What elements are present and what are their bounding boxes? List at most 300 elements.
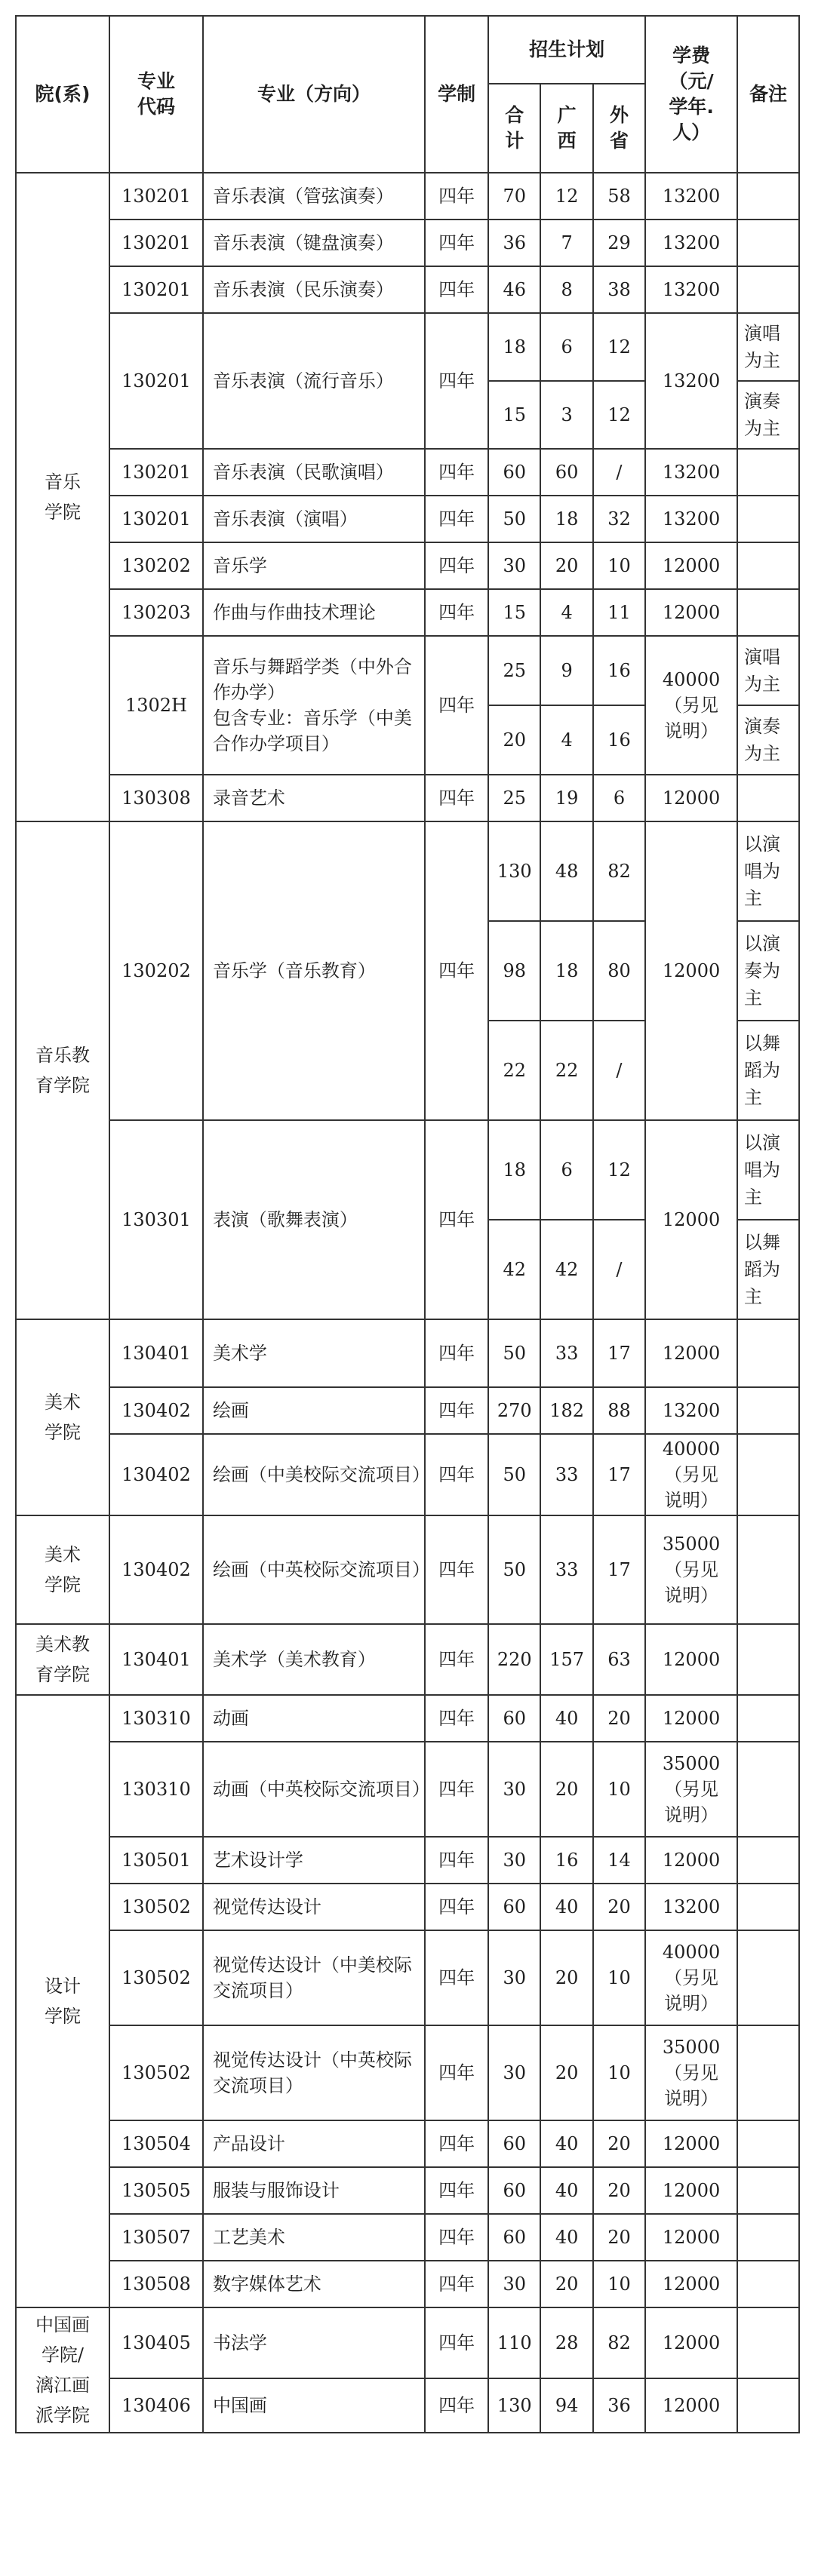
college-cell: 中国画 学院/ 漓江画 派学院 <box>16 2307 109 2433</box>
note-cell <box>737 266 799 313</box>
major-code-cell: 130201 <box>109 449 203 496</box>
plan-other-province-cell: 20 <box>593 2120 645 2167</box>
major-name-cell: 音乐表演（民歌演唱） <box>203 449 425 496</box>
plan-guangxi-cell: 182 <box>540 1387 592 1434</box>
table-row <box>16 589 799 636</box>
college-cell: 音乐 学院 <box>16 173 109 821</box>
major-code-cell: 130310 <box>109 1742 203 1837</box>
plan-total-cell: 60 <box>488 1884 540 1930</box>
tuition-fee-cell: 13200 <box>645 313 737 449</box>
tuition-fee-cell: 12000 <box>645 2120 737 2167</box>
table-row <box>16 2261 799 2307</box>
plan-other-province-cell: 12 <box>593 381 645 449</box>
table-row <box>16 173 799 220</box>
plan-guangxi-cell: 40 <box>540 2167 592 2214</box>
duration-cell: 四年 <box>425 220 488 266</box>
tuition-fee-cell: 35000 （另见 说明） <box>645 1742 737 1837</box>
duration-cell: 四年 <box>425 589 488 636</box>
table-row <box>16 1515 799 1624</box>
major-code-cell: 1302H <box>109 636 203 775</box>
plan-total-cell: 60 <box>488 449 540 496</box>
major-code-cell: 130202 <box>109 821 203 1120</box>
major-name-cell: 产品设计 <box>203 2120 425 2167</box>
note-cell <box>737 1434 799 1515</box>
plan-other-province-cell: 20 <box>593 2167 645 2214</box>
table-row <box>16 1319 799 1387</box>
tuition-fee-cell: 40000 （另见 说明） <box>645 636 737 775</box>
plan-guangxi-cell: 3 <box>540 381 592 449</box>
plan-total-cell: 30 <box>488 2025 540 2120</box>
note-cell: 以舞 蹈为 主 <box>737 1220 799 1319</box>
tuition-fee-cell: 12000 <box>645 2261 737 2307</box>
major-code-cell: 130505 <box>109 2167 203 2214</box>
duration-cell: 四年 <box>425 1742 488 1837</box>
table-row <box>16 1434 799 1515</box>
plan-other-province-cell: 36 <box>593 2378 645 2433</box>
table-row <box>16 1695 799 1742</box>
duration-cell: 四年 <box>425 2120 488 2167</box>
header-fee: 学费 （元/ 学年. 人） <box>645 16 737 173</box>
plan-total-cell: 50 <box>488 1515 540 1624</box>
admission-plan-page <box>15 15 800 2433</box>
plan-total-cell: 60 <box>488 2120 540 2167</box>
major-code-cell: 130508 <box>109 2261 203 2307</box>
tuition-fee-cell: 13200 <box>645 1884 737 1930</box>
plan-guangxi-cell: 6 <box>540 1120 592 1220</box>
note-cell <box>737 1515 799 1624</box>
plan-other-province-cell: 10 <box>593 542 645 589</box>
plan-guangxi-cell: 16 <box>540 1837 592 1884</box>
major-code-cell: 130501 <box>109 1837 203 1884</box>
duration-cell: 四年 <box>425 1387 488 1434</box>
plan-total-cell: 30 <box>488 1930 540 2025</box>
college-cell: 美术 学院 <box>16 1515 109 1624</box>
plan-guangxi-cell: 33 <box>540 1515 592 1624</box>
major-name-cell: 工艺美术 <box>203 2214 425 2261</box>
tuition-fee-cell: 13200 <box>645 266 737 313</box>
note-cell <box>737 2307 799 2378</box>
major-name-cell: 艺术设计学 <box>203 1837 425 1884</box>
plan-other-province-cell: 88 <box>593 1387 645 1434</box>
plan-guangxi-cell: 8 <box>540 266 592 313</box>
plan-total-cell: 70 <box>488 173 540 220</box>
plan-total-cell: 46 <box>488 266 540 313</box>
plan-other-province-cell: 10 <box>593 1742 645 1837</box>
plan-other-province-cell: 29 <box>593 220 645 266</box>
plan-other-province-cell: 20 <box>593 1695 645 1742</box>
table-row <box>16 821 799 921</box>
plan-other-province-cell: 17 <box>593 1319 645 1387</box>
college-cell: 美术 学院 <box>16 1319 109 1515</box>
note-cell <box>737 1387 799 1434</box>
major-name-cell: 表演（歌舞表演） <box>203 1120 425 1319</box>
major-name-cell: 中国画 <box>203 2378 425 2433</box>
tuition-fee-cell: 12000 <box>645 1695 737 1742</box>
note-cell <box>737 1884 799 1930</box>
duration-cell: 四年 <box>425 313 488 449</box>
plan-guangxi-cell: 48 <box>540 821 592 921</box>
plan-guangxi-cell: 33 <box>540 1434 592 1515</box>
plan-guangxi-cell: 40 <box>540 1695 592 1742</box>
college-cell: 设计 学院 <box>16 1695 109 2307</box>
table-row <box>16 542 799 589</box>
header-guangxi: 广 西 <box>540 84 592 173</box>
tuition-fee-cell: 12000 <box>645 2378 737 2433</box>
table-header <box>16 16 799 173</box>
tuition-fee-cell: 12000 <box>645 589 737 636</box>
major-name-cell: 动画（中英校际交流项目） <box>203 1742 425 1837</box>
major-name-cell: 视觉传达设计 <box>203 1884 425 1930</box>
duration-cell: 四年 <box>425 775 488 821</box>
duration-cell: 四年 <box>425 2214 488 2261</box>
note-cell <box>737 1930 799 2025</box>
plan-other-province-cell: 10 <box>593 1930 645 2025</box>
plan-guangxi-cell: 40 <box>540 2120 592 2167</box>
major-name-cell: 视觉传达设计（中英校际交流项目） <box>203 2025 425 2120</box>
major-code-cell: 130507 <box>109 2214 203 2261</box>
plan-other-province-cell: 58 <box>593 173 645 220</box>
duration-cell: 四年 <box>425 2167 488 2214</box>
major-code-cell: 130401 <box>109 1319 203 1387</box>
plan-other-province-cell: 6 <box>593 775 645 821</box>
admission-plan-table <box>15 15 800 2433</box>
plan-other-province-cell: 11 <box>593 589 645 636</box>
major-code-cell: 130401 <box>109 1624 203 1695</box>
major-name-cell: 音乐表演（流行音乐） <box>203 313 425 449</box>
plan-guangxi-cell: 20 <box>540 542 592 589</box>
tuition-fee-cell: 12000 <box>645 2167 737 2214</box>
table-row <box>16 2167 799 2214</box>
note-cell <box>737 1837 799 1884</box>
plan-other-province-cell: 20 <box>593 2214 645 2261</box>
tuition-fee-cell: 12000 <box>645 2214 737 2261</box>
plan-other-province-cell: 38 <box>593 266 645 313</box>
duration-cell: 四年 <box>425 1624 488 1695</box>
plan-total-cell: 130 <box>488 821 540 921</box>
plan-guangxi-cell: 40 <box>540 1884 592 1930</box>
major-code-cell: 130201 <box>109 496 203 542</box>
college-cell: 美术教 育学院 <box>16 1624 109 1695</box>
tuition-fee-cell: 12000 <box>645 2307 737 2378</box>
note-cell: 以演 唱为 主 <box>737 1120 799 1220</box>
table-row <box>16 1742 799 1837</box>
duration-cell: 四年 <box>425 542 488 589</box>
major-code-cell: 130402 <box>109 1515 203 1624</box>
table-row <box>16 1624 799 1695</box>
major-code-cell: 130308 <box>109 775 203 821</box>
plan-other-province-cell: / <box>593 1021 645 1120</box>
plan-other-province-cell: / <box>593 1220 645 1319</box>
plan-guangxi-cell: 157 <box>540 1624 592 1695</box>
table-row <box>16 220 799 266</box>
major-code-cell: 130201 <box>109 220 203 266</box>
plan-total-cell: 60 <box>488 1695 540 1742</box>
plan-other-province-cell: 17 <box>593 1434 645 1515</box>
tuition-fee-cell: 13200 <box>645 449 737 496</box>
note-cell: 演奏 为主 <box>737 381 799 449</box>
duration-cell: 四年 <box>425 449 488 496</box>
college-cell: 音乐教 育学院 <box>16 821 109 1319</box>
note-cell: 演奏 为主 <box>737 705 799 775</box>
tuition-fee-cell: 12000 <box>645 1837 737 1884</box>
tuition-fee-cell: 35000 （另见 说明） <box>645 1515 737 1624</box>
note-cell <box>737 1695 799 1742</box>
plan-guangxi-cell: 42 <box>540 1220 592 1319</box>
duration-cell: 四年 <box>425 2025 488 2120</box>
header-major: 专业（方向） <box>203 16 425 173</box>
major-code-cell: 130402 <box>109 1434 203 1515</box>
plan-other-province-cell: 16 <box>593 636 645 705</box>
note-cell <box>737 2214 799 2261</box>
major-code-cell: 130201 <box>109 266 203 313</box>
duration-cell: 四年 <box>425 2378 488 2433</box>
table-body <box>16 173 799 2433</box>
duration-cell: 四年 <box>425 1837 488 1884</box>
major-name-cell: 绘画（中英校际交流项目） <box>203 1515 425 1624</box>
plan-guangxi-cell: 18 <box>540 921 592 1021</box>
plan-other-province-cell: 63 <box>593 1624 645 1695</box>
major-name-cell: 美术学（美术教育） <box>203 1624 425 1695</box>
plan-total-cell: 270 <box>488 1387 540 1434</box>
duration-cell: 四年 <box>425 496 488 542</box>
plan-total-cell: 15 <box>488 589 540 636</box>
major-code-cell: 130203 <box>109 589 203 636</box>
header-other-province: 外 省 <box>593 84 645 173</box>
major-name-cell: 作曲与作曲技术理论 <box>203 589 425 636</box>
table-row <box>16 2214 799 2261</box>
plan-total-cell: 50 <box>488 496 540 542</box>
tuition-fee-cell: 12000 <box>645 1120 737 1319</box>
table-row <box>16 1387 799 1434</box>
plan-total-cell: 30 <box>488 1742 540 1837</box>
plan-guangxi-cell: 40 <box>540 2214 592 2261</box>
plan-guangxi-cell: 20 <box>540 1742 592 1837</box>
major-name-cell: 绘画 <box>203 1387 425 1434</box>
note-cell <box>737 2120 799 2167</box>
note-cell <box>737 1742 799 1837</box>
tuition-fee-cell: 12000 <box>645 775 737 821</box>
major-name-cell: 数字媒体艺术 <box>203 2261 425 2307</box>
header-plan: 招生计划 <box>488 16 645 84</box>
tuition-fee-cell: 13200 <box>645 220 737 266</box>
duration-cell: 四年 <box>425 2307 488 2378</box>
plan-total-cell: 220 <box>488 1624 540 1695</box>
plan-total-cell: 25 <box>488 775 540 821</box>
duration-cell: 四年 <box>425 1319 488 1387</box>
table-row <box>16 266 799 313</box>
table-row <box>16 1930 799 2025</box>
note-cell <box>737 2167 799 2214</box>
note-cell: 以演 奏为 主 <box>737 921 799 1021</box>
major-name-cell: 音乐表演（管弦演奏） <box>203 173 425 220</box>
plan-other-province-cell: 82 <box>593 821 645 921</box>
duration-cell: 四年 <box>425 1515 488 1624</box>
major-name-cell: 书法学 <box>203 2307 425 2378</box>
table-row <box>16 775 799 821</box>
plan-other-province-cell: 16 <box>593 705 645 775</box>
major-name-cell: 音乐表演（键盘演奏） <box>203 220 425 266</box>
header-note: 备注 <box>737 16 799 173</box>
note-cell: 演唱 为主 <box>737 636 799 705</box>
major-code-cell: 130502 <box>109 2025 203 2120</box>
duration-cell: 四年 <box>425 1695 488 1742</box>
tuition-fee-cell: 40000 （另见 说明） <box>645 1930 737 2025</box>
plan-other-province-cell: / <box>593 449 645 496</box>
note-cell <box>737 449 799 496</box>
major-name-cell: 音乐学（音乐教育） <box>203 821 425 1120</box>
plan-other-province-cell: 14 <box>593 1837 645 1884</box>
header-duration: 学制 <box>425 16 488 173</box>
table-row <box>16 1837 799 1884</box>
table-row <box>16 2307 799 2378</box>
plan-total-cell: 30 <box>488 1837 540 1884</box>
tuition-fee-cell: 12000 <box>645 542 737 589</box>
table-row <box>16 313 799 381</box>
plan-guangxi-cell: 6 <box>540 313 592 381</box>
major-name-cell: 录音艺术 <box>203 775 425 821</box>
major-code-cell: 130504 <box>109 2120 203 2167</box>
table-row <box>16 1120 799 1220</box>
table-row <box>16 2025 799 2120</box>
duration-cell: 四年 <box>425 1434 488 1515</box>
major-code-cell: 130310 <box>109 1695 203 1742</box>
header-college: 院(系) <box>16 16 109 173</box>
plan-total-cell: 110 <box>488 2307 540 2378</box>
note-cell <box>737 173 799 220</box>
plan-other-province-cell: 82 <box>593 2307 645 2378</box>
plan-total-cell: 15 <box>488 381 540 449</box>
major-code-cell: 130502 <box>109 1884 203 1930</box>
major-name-cell: 音乐表演（演唱） <box>203 496 425 542</box>
plan-guangxi-cell: 94 <box>540 2378 592 2433</box>
plan-total-cell: 98 <box>488 921 540 1021</box>
plan-total-cell: 60 <box>488 2214 540 2261</box>
plan-guangxi-cell: 7 <box>540 220 592 266</box>
plan-other-province-cell: 12 <box>593 1120 645 1220</box>
major-code-cell: 130201 <box>109 173 203 220</box>
plan-guangxi-cell: 60 <box>540 449 592 496</box>
major-code-cell: 130402 <box>109 1387 203 1434</box>
note-cell <box>737 1319 799 1387</box>
plan-other-province-cell: 10 <box>593 2025 645 2120</box>
duration-cell: 四年 <box>425 173 488 220</box>
note-cell <box>737 589 799 636</box>
plan-other-province-cell: 80 <box>593 921 645 1021</box>
plan-guangxi-cell: 19 <box>540 775 592 821</box>
major-name-cell: 视觉传达设计（中美校际交流项目） <box>203 1930 425 2025</box>
duration-cell: 四年 <box>425 2261 488 2307</box>
duration-cell: 四年 <box>425 1884 488 1930</box>
plan-guangxi-cell: 33 <box>540 1319 592 1387</box>
plan-total-cell: 42 <box>488 1220 540 1319</box>
major-name-cell: 音乐与舞蹈学类（中外合作办学） 包含专业：音乐学（中美合作办学项目） <box>203 636 425 775</box>
plan-guangxi-cell: 20 <box>540 2261 592 2307</box>
note-cell <box>737 542 799 589</box>
plan-other-province-cell: 20 <box>593 1884 645 1930</box>
plan-guangxi-cell: 4 <box>540 705 592 775</box>
plan-total-cell: 25 <box>488 636 540 705</box>
plan-total-cell: 36 <box>488 220 540 266</box>
major-name-cell: 音乐表演（民乐演奏） <box>203 266 425 313</box>
tuition-fee-cell: 12000 <box>645 821 737 1120</box>
plan-guangxi-cell: 20 <box>540 2025 592 2120</box>
plan-guangxi-cell: 12 <box>540 173 592 220</box>
plan-total-cell: 30 <box>488 2261 540 2307</box>
duration-cell: 四年 <box>425 821 488 1120</box>
major-name-cell: 服装与服饰设计 <box>203 2167 425 2214</box>
plan-total-cell: 30 <box>488 542 540 589</box>
note-cell <box>737 496 799 542</box>
plan-guangxi-cell: 28 <box>540 2307 592 2378</box>
major-name-cell: 绘画（中美校际交流项目） <box>203 1434 425 1515</box>
tuition-fee-cell: 13200 <box>645 1387 737 1434</box>
plan-other-province-cell: 10 <box>593 2261 645 2307</box>
duration-cell: 四年 <box>425 1120 488 1319</box>
plan-total-cell: 18 <box>488 1120 540 1220</box>
note-cell: 以演 唱为 主 <box>737 821 799 921</box>
major-name-cell: 音乐学 <box>203 542 425 589</box>
duration-cell: 四年 <box>425 636 488 775</box>
major-code-cell: 130502 <box>109 1930 203 2025</box>
plan-other-province-cell: 17 <box>593 1515 645 1624</box>
plan-total-cell: 50 <box>488 1434 540 1515</box>
header-total: 合 计 <box>488 84 540 173</box>
note-cell: 以舞 蹈为 主 <box>737 1021 799 1120</box>
tuition-fee-cell: 12000 <box>645 1624 737 1695</box>
table-row <box>16 2120 799 2167</box>
plan-guangxi-cell: 22 <box>540 1021 592 1120</box>
plan-guangxi-cell: 20 <box>540 1930 592 2025</box>
plan-other-province-cell: 12 <box>593 313 645 381</box>
tuition-fee-cell: 40000 （另见 说明） <box>645 1434 737 1515</box>
note-cell <box>737 1624 799 1695</box>
note-cell: 演唱 为主 <box>737 313 799 381</box>
table-row <box>16 1884 799 1930</box>
major-name-cell: 动画 <box>203 1695 425 1742</box>
major-name-cell: 美术学 <box>203 1319 425 1387</box>
plan-total-cell: 20 <box>488 705 540 775</box>
tuition-fee-cell: 35000 （另见 说明） <box>645 2025 737 2120</box>
major-code-cell: 130406 <box>109 2378 203 2433</box>
duration-cell: 四年 <box>425 1930 488 2025</box>
table-row <box>16 496 799 542</box>
plan-total-cell: 18 <box>488 313 540 381</box>
table-row <box>16 636 799 705</box>
duration-cell: 四年 <box>425 266 488 313</box>
plan-total-cell: 50 <box>488 1319 540 1387</box>
note-cell <box>737 220 799 266</box>
plan-guangxi-cell: 4 <box>540 589 592 636</box>
table-row <box>16 449 799 496</box>
note-cell <box>737 2261 799 2307</box>
plan-other-province-cell: 32 <box>593 496 645 542</box>
note-cell <box>737 775 799 821</box>
note-cell <box>737 2378 799 2433</box>
plan-total-cell: 130 <box>488 2378 540 2433</box>
tuition-fee-cell: 13200 <box>645 173 737 220</box>
plan-total-cell: 22 <box>488 1021 540 1120</box>
tuition-fee-cell: 12000 <box>645 1319 737 1387</box>
tuition-fee-cell: 13200 <box>645 496 737 542</box>
plan-guangxi-cell: 18 <box>540 496 592 542</box>
major-code-cell: 130405 <box>109 2307 203 2378</box>
note-cell <box>737 2025 799 2120</box>
plan-guangxi-cell: 9 <box>540 636 592 705</box>
plan-total-cell: 60 <box>488 2167 540 2214</box>
table-row <box>16 2378 799 2433</box>
header-code: 专业 代码 <box>109 16 203 173</box>
major-code-cell: 130202 <box>109 542 203 589</box>
